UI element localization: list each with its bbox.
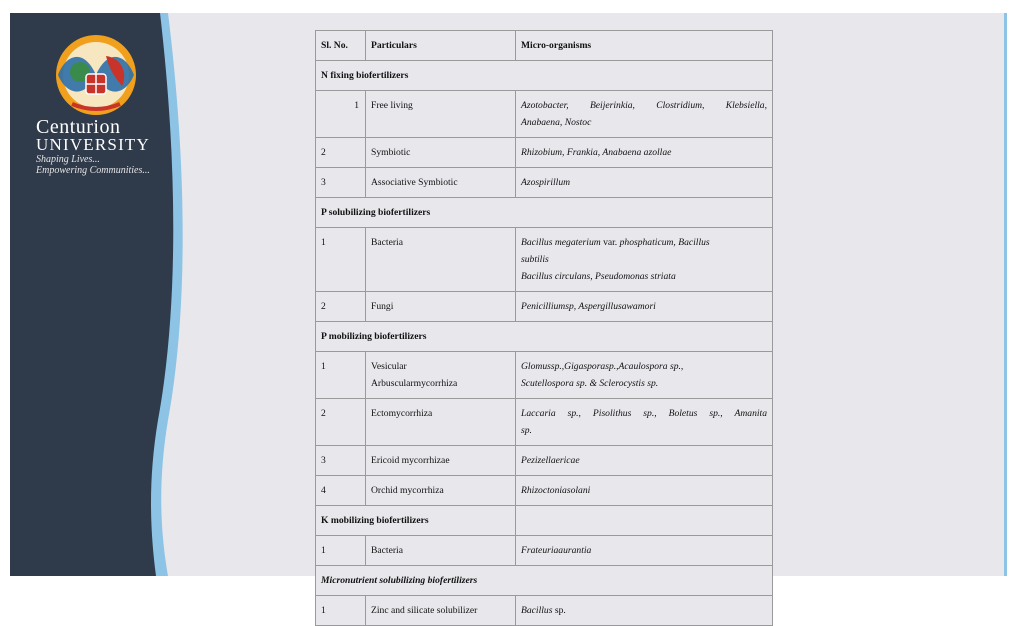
table-row <box>316 91 773 138</box>
section-title: P solubilizing biofertilizers <box>316 198 773 228</box>
particular-cell: Fungi <box>366 292 516 322</box>
sl-cell: 1 <box>316 536 366 566</box>
brand-tagline-1: Shaping Lives... <box>36 154 100 165</box>
brand-university: UNIVERSITY <box>36 135 150 154</box>
header-sl-no: Sl. No. <box>316 31 366 61</box>
sl-cell: 1 <box>316 228 366 292</box>
particular-cell: Ectomycorrhiza <box>366 399 516 446</box>
sl-cell: 1 <box>316 91 366 138</box>
table-row <box>316 399 773 446</box>
section-row-micronutrient <box>316 566 773 596</box>
section-title: Micronutrient solubilizing biofertilizers <box>316 566 773 596</box>
section-row-p-mobilizing <box>316 322 773 352</box>
organisms-line: Glomussp.,Gigasporasp.,Acaulospora sp., <box>521 361 684 372</box>
sl-cell: 4 <box>316 476 366 506</box>
header-particulars: Particulars <box>366 31 516 61</box>
table-row <box>316 476 773 506</box>
section-title: K mobilizing biofertilizers <box>316 506 516 536</box>
table-row <box>316 292 773 322</box>
organisms-part: Bacillus <box>521 605 553 616</box>
organisms-line: Bacillus circulans, Pseudomonas striata <box>521 271 676 282</box>
organisms-cell <box>516 91 773 138</box>
particular-cell: Orchid mycorrhiza <box>366 476 516 506</box>
organisms-line: sp. <box>521 425 532 436</box>
organisms-line: subtilis <box>521 254 549 265</box>
particular-cell: Free living <box>366 91 516 138</box>
section-title: N fixing biofertilizers <box>316 61 773 91</box>
table-row <box>316 352 773 399</box>
table-row <box>316 138 773 168</box>
biofertilizer-table <box>315 30 773 626</box>
particular-cell: Bacteria <box>366 536 516 566</box>
sl-cell: 1 <box>316 352 366 399</box>
section-row-k-mobilizing <box>316 506 773 536</box>
empty-cell <box>516 506 773 536</box>
organisms-part: Bacillus megaterium <box>521 237 601 248</box>
section-row-n-fixing <box>316 61 773 91</box>
table-row <box>316 228 773 292</box>
table-row <box>316 446 773 476</box>
university-logo <box>36 34 156 116</box>
organisms-cell <box>516 596 773 626</box>
organisms-part: sp. <box>552 605 566 616</box>
organisms-line: Laccaria sp., Pisolithus sp., Boletus sp., Amanita <box>521 408 767 419</box>
header-micro-organisms: Micro-organisms <box>516 31 773 61</box>
brand-tagline-2: Empowering Communities... <box>36 165 150 176</box>
organisms-line: Scutellospora sp. & Sclerocystis sp. <box>521 378 659 389</box>
particular-line: Vesicular <box>371 361 407 372</box>
table-row <box>316 168 773 198</box>
organisms-cell: Rhizobium, Frankia, Anabaena azollae <box>516 138 773 168</box>
organisms-cell: Azospirillum <box>516 168 773 198</box>
organisms-cell <box>516 352 773 399</box>
sl-cell: 2 <box>316 292 366 322</box>
sl-cell: 3 <box>316 168 366 198</box>
organisms-cell: Penicilliumsp, Aspergillusawamori <box>516 292 773 322</box>
organisms-line: Anabaena, Nostoc <box>521 117 592 128</box>
sl-cell: 2 <box>316 399 366 446</box>
right-accent-line <box>1004 13 1007 576</box>
right-margin <box>1004 13 1024 576</box>
organisms-cell: Pezizellaericae <box>516 446 773 476</box>
particular-cell <box>366 352 516 399</box>
organisms-part: var. <box>600 237 620 248</box>
section-row-p-solubilizing <box>316 198 773 228</box>
particular-cell: Symbiotic <box>366 138 516 168</box>
table-row <box>316 596 773 626</box>
organisms-cell <box>516 228 773 292</box>
organisms-cell: Frateuriaaurantia <box>516 536 773 566</box>
brand-block <box>36 118 150 176</box>
brand-name: Centurion <box>36 116 121 138</box>
particular-cell: Zinc and silicate solubilizer <box>366 596 516 626</box>
organisms-line: Azotobacter, Beijerinkia, Clostridium, Klebsiella, <box>521 100 767 111</box>
sl-cell: 2 <box>316 138 366 168</box>
table-row <box>316 536 773 566</box>
section-title: P mobilizing biofertilizers <box>316 322 773 352</box>
particular-line: Arbuscularmycorrhiza <box>371 378 458 389</box>
organisms-line <box>521 234 767 251</box>
particular-cell: Bacteria <box>366 228 516 292</box>
organisms-cell: Rhizoctoniasolani <box>516 476 773 506</box>
organisms-part: phosphaticum, Bacillus <box>619 237 710 248</box>
particular-cell: Associative Symbiotic <box>366 168 516 198</box>
organisms-cell <box>516 399 773 446</box>
table-header-row <box>316 31 773 61</box>
sl-cell: 1 <box>316 596 366 626</box>
particular-cell: Ericoid mycorrhizae <box>366 446 516 476</box>
sl-cell: 3 <box>316 446 366 476</box>
